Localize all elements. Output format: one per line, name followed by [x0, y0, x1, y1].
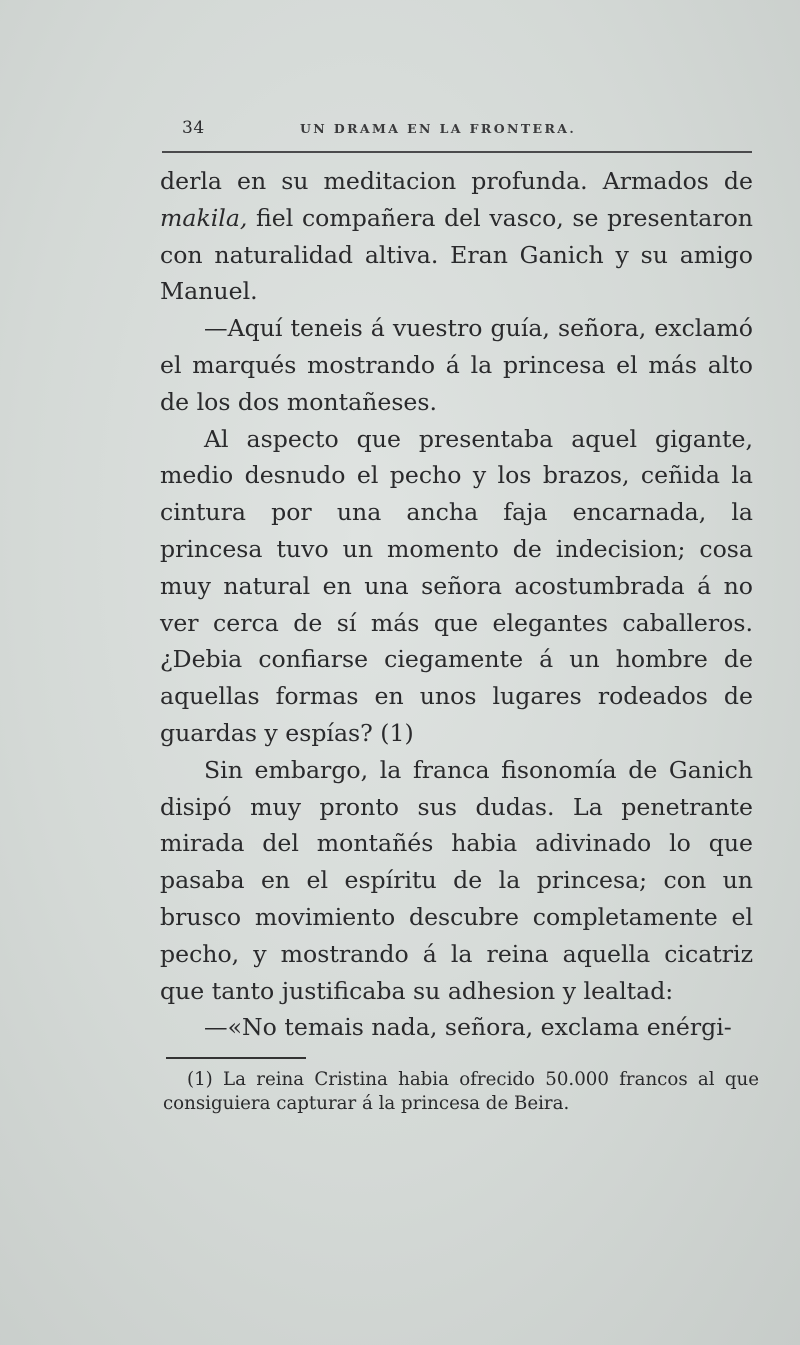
paragraph-3: Al aspecto que presentaba aquel gigante, medio desnudo el pecho y los brazos, ceñida la cintura por una ancha faja encarnada, la princesa tuvo un momento de indecision; cosa muy natural en una señora acostumbrada á no ver cerca de sí más que elegantes caballeros. ¿Debia confiarse ciegamente á un hombre de aquellas formas en unos lugares rodeados de guardas y espías? (1)	[160, 424, 753, 747]
running-title: UN DRAMA EN LA FRONTERA.	[300, 121, 577, 136]
header-rule	[162, 151, 752, 153]
footnote	[163, 1068, 759, 1116]
footnote-rule	[166, 1057, 306, 1059]
page-number: 34	[182, 118, 205, 138]
paragraph-5: —«No temais nada, señora, exclama enérgi-	[204, 1013, 732, 1042]
body-text	[160, 163, 753, 1046]
paragraph-4: Sin embargo, la franca fisonomía de Ganich disipó muy pronto sus dudas. La penetrante mirada del montañés habia adivinado lo que pasaba en el espíritu de la princesa; con un brusco movimiento descubre completamente el pecho, y mostrando á la reina aquella cicatriz que tanto justificaba su adhesion y lealtad:	[160, 755, 753, 1005]
paragraph-1	[160, 163, 753, 310]
running-head	[182, 118, 760, 140]
footnote-text: (1) La reina Cristina habia ofrecido 50.000 francos al que consiguiera capturar á la princesa de Beira.	[163, 1069, 759, 1114]
paragraph-1-start: derla en su meditacion profunda. Armados de	[160, 167, 753, 195]
paragraph-1-end: fiel compañera del vasco, se presentaron con naturalidad altiva. Eran Ganich y su amigo Manuel.	[160, 203, 753, 306]
paragraph-2: —Aquí teneis á vuestro guía, señora, exclamó el marqués mostrando á la princesa el más alto de los dos montañeses.	[160, 314, 753, 416]
italic-term-makila: makila,	[160, 203, 248, 232]
